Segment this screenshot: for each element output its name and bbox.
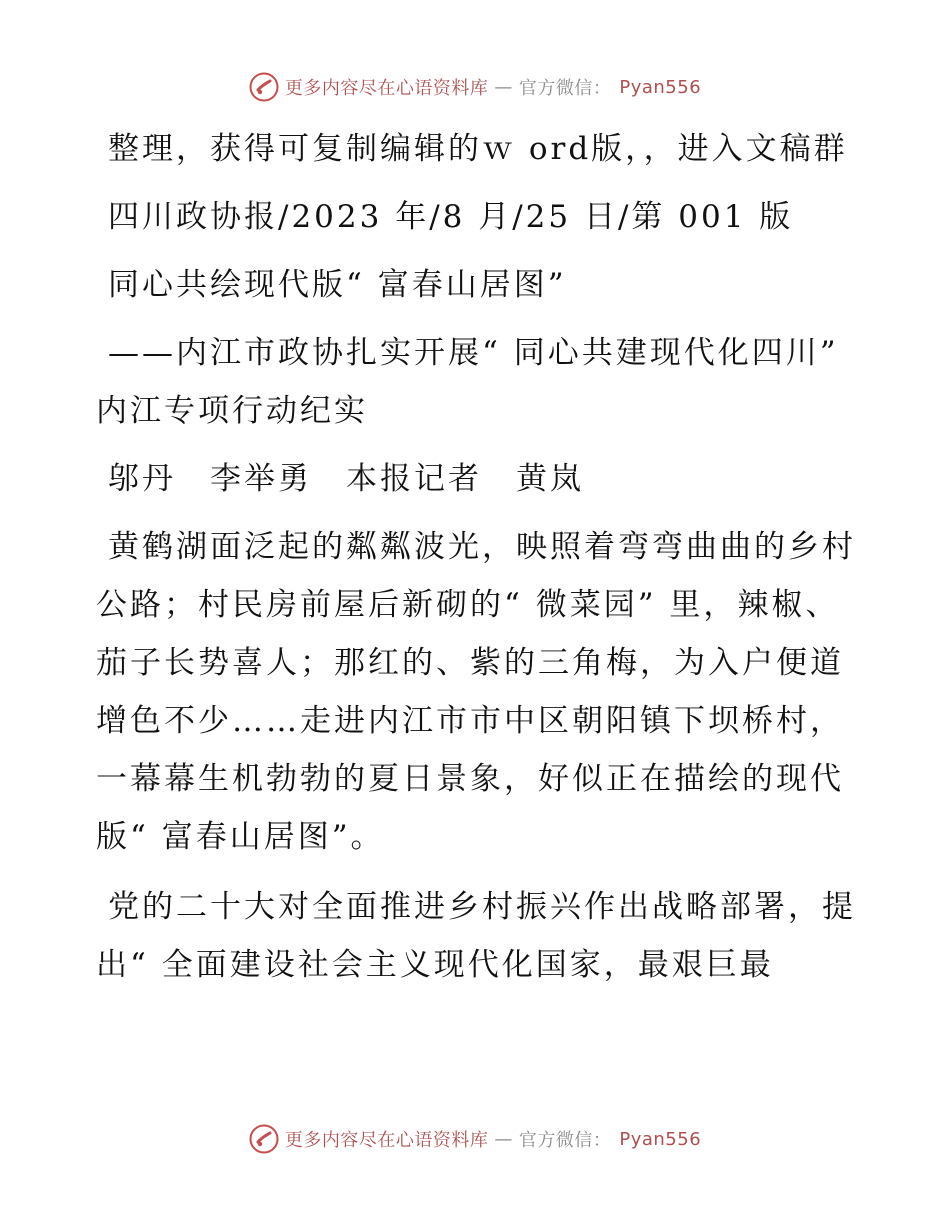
body-paragraph-2: 党的二十大对全面推进乡村振兴作出战略部署，提出“ 全面建设社会主义现代化国家，最艰巨最 xyxy=(96,889,856,983)
publication-line: 四川政协报/2023 年/8 月/25 日/第 001 版 xyxy=(108,199,794,235)
footer-watermark xyxy=(0,1124,950,1154)
header-watermark xyxy=(0,72,950,102)
watermark-separator: — xyxy=(494,76,513,98)
watermark-text: 更多内容尽在心语资料库 xyxy=(284,78,489,99)
intro-line: 整理，获得可复制编辑的ｗ ord版，，进入文稿群 xyxy=(108,131,848,167)
watermark-separator: — xyxy=(494,1128,513,1150)
watermark-official: 官方微信： xyxy=(518,1130,612,1151)
body-paragraph-1: 黄鹤湖面泛起的粼粼波光，映照着弯弯曲曲的乡村公路；村民房前屋后新砌的“ 微菜园” 里，辣椒、茄子长势喜人；那红的、紫的三角梅，为入户便道增色不少……走进内江市市中区朝阳镇下坝桥村，一幕幕生机勃勃的夏日景象，好似正在描绘的现代版“ 富春山居图”。 xyxy=(96,529,856,855)
document-body xyxy=(96,120,856,1006)
watermark-account: Pyan556 xyxy=(619,76,702,98)
brand-logo-icon xyxy=(249,72,279,102)
watermark-account: Pyan556 xyxy=(619,1128,702,1150)
watermark-official: 官方微信： xyxy=(518,78,612,99)
brand-logo-icon xyxy=(249,1124,279,1154)
watermark-text: 更多内容尽在心语资料库 xyxy=(284,1130,489,1151)
article-subtitle: ——内江市政协扎实开展“ 同心共建现代化四川” 内江专项行动纪实 xyxy=(96,335,839,429)
article-title: 同心共绘现代版“ 富春山居图” xyxy=(108,267,567,303)
byline: 邬丹 李举勇 本报记者 黄岚 xyxy=(108,461,584,497)
